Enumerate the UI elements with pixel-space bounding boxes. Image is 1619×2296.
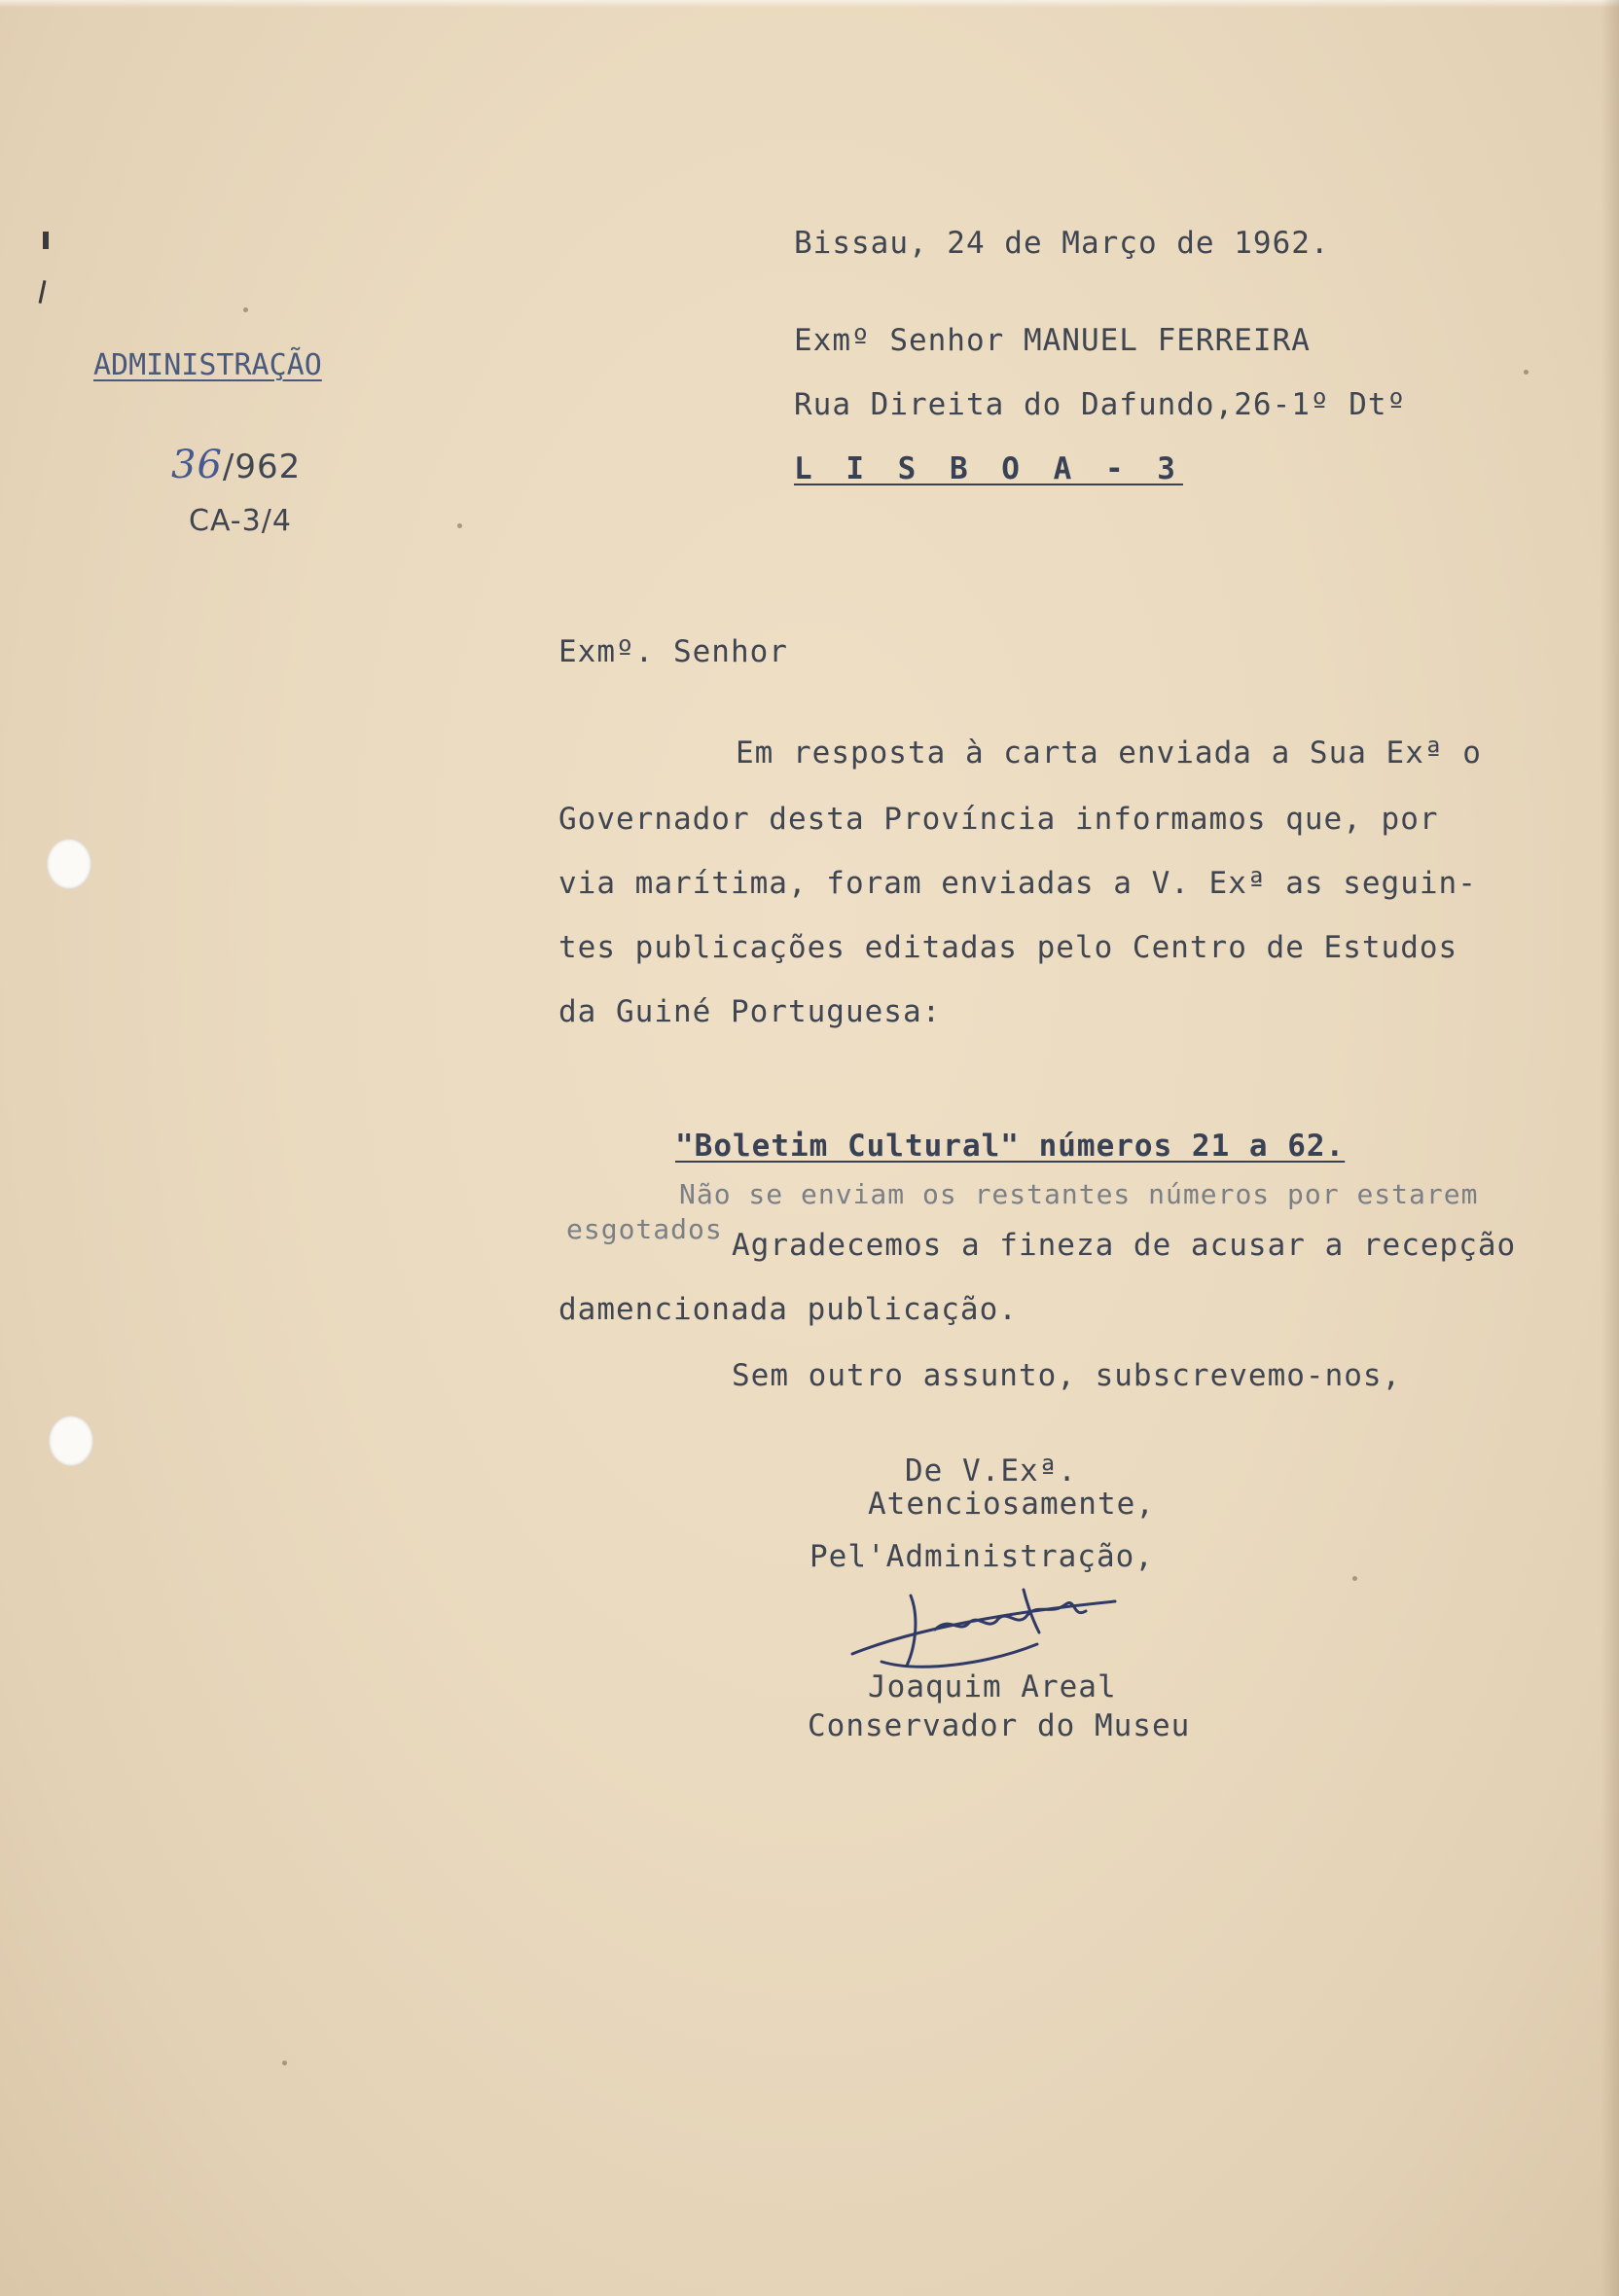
note-line-inserted: esgotados [566,1213,723,1245]
closing-line: Sem outro assunto, subscrevemo-nos, [732,1358,1402,1393]
signoff-line: De V.Exª. [905,1453,1077,1489]
reference-code: CA-3/4 [189,504,292,538]
paper-speck [243,307,248,312]
signatory-title: Conservador do Museu [808,1708,1191,1743]
body-line: via marítima, foram enviadas a V. Exª as seguin- [558,866,1477,901]
publication-title: "Boletim Cultural" números 21 a 62. [675,1129,1346,1164]
recipient-city: L I S B O A - 3 [794,451,1183,486]
paper-speck [457,523,462,528]
signatory-name: Joaquim Areal [868,1669,1117,1704]
margin-mark [39,280,47,304]
body-line: da Guiné Portuguesa: [558,994,942,1029]
recipient-street: Rua Direita do Dafundo,26-1º Dtº [794,387,1407,422]
body-line: tes publicações editadas pelo Centro de Estudos [558,930,1458,965]
department-stamp: ADMINISTRAÇÃO [93,348,322,382]
paper-right-edge [1601,0,1619,2296]
date-line: Bissau, 24 de Março de 1962. [794,226,1330,261]
note-line: Agradecemos a fineza de acusar a recepção [732,1228,1517,1263]
paper-speck [1524,370,1529,375]
body-line: Em resposta à carta enviada a Sua Exª o [736,735,1482,771]
paper-top-edge [0,0,1619,8]
note-line: damencionada publicação. [558,1292,1018,1327]
salutation: Exmº. Senhor [558,634,788,669]
recipient-name: Exmº Senhor MANUEL FERREIRA [794,323,1311,358]
punch-hole-bottom [49,1416,93,1466]
signoff-line: Atenciosamente, [868,1487,1155,1522]
paper-speck [282,2061,287,2065]
punch-hole-top [47,839,91,889]
paper-speck [1352,1576,1357,1581]
reference-handwritten: 36 [171,443,223,487]
body-line: Governador desta Província informamos que, por [558,802,1439,837]
note-line: Não se enviam os restantes números por estarem [679,1178,1479,1210]
margin-mark [43,232,49,249]
reference-number [171,443,302,487]
handwritten-signature [843,1576,1134,1683]
reference-year: /962 [222,448,302,486]
signoff-line: Pel'Administração, [810,1539,1154,1574]
